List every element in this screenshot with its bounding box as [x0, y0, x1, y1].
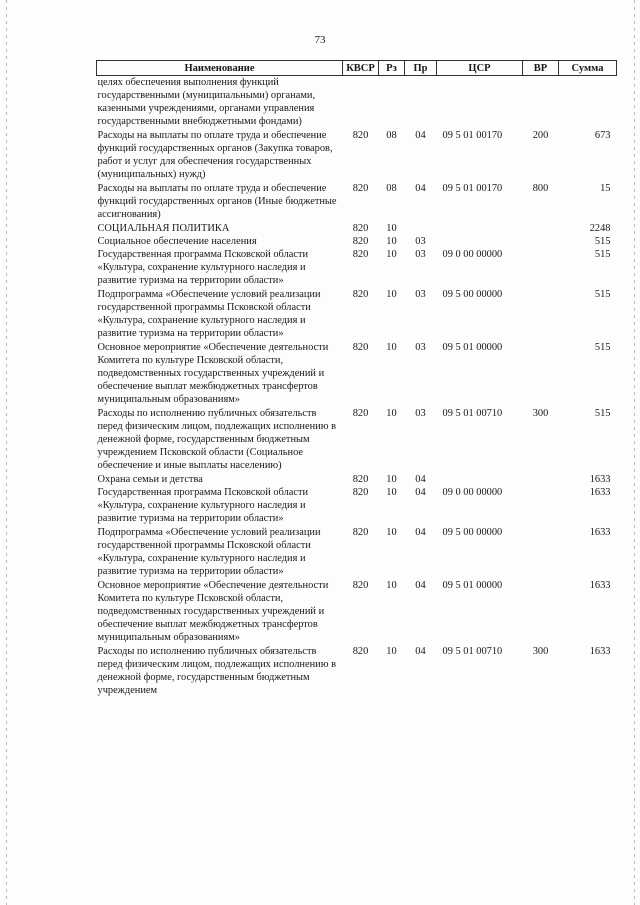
table-row	[97, 128, 617, 181]
cell-rz: 10	[386, 408, 397, 419]
cell-name: Подпрограмма «Обеспечение условий реализации государственной программы Псковской области «Культура, сохранение культурного наследия и развитие туризма на территории области»	[97, 289, 321, 339]
cell-pr: 03	[415, 408, 426, 419]
cell-kvsr	[343, 76, 379, 129]
cell-csr: 09 5 01 00170	[442, 183, 503, 194]
cell-name: СОЦИАЛЬНАЯ ПОЛИТИКА	[97, 223, 230, 234]
cell-name: Расходы на выплаты по оплате труда и обеспечение функций государственных органов (Иные бюджетные ассигнования)	[97, 183, 337, 220]
cell-csr: 09 5 01 00000	[442, 342, 503, 353]
cell-sum: 515	[594, 236, 611, 247]
cell-sum: 1633	[589, 646, 611, 657]
cell-rz: 10	[386, 487, 397, 498]
cell-sum: 515	[594, 249, 611, 260]
header-vr: ВР	[523, 61, 559, 76]
cell-pr: 04	[415, 474, 426, 485]
cell-csr: 09 5 01 00170	[442, 130, 503, 141]
budget-table	[96, 60, 617, 697]
cell-vr	[523, 248, 559, 287]
cell-name: Государственная программа Псковской области «Культура, сохранение культурного наследия и развитие туризма на территории области»	[97, 487, 309, 524]
cell-rz: 10	[386, 527, 397, 538]
cell-kvsr: 820	[352, 527, 369, 538]
cell-rz: 08	[386, 130, 397, 141]
cell-csr	[437, 472, 523, 486]
table-row	[97, 221, 617, 235]
cell-rz: 10	[386, 289, 397, 300]
cell-kvsr: 820	[352, 646, 369, 657]
cell-vr	[523, 221, 559, 235]
cell-rz: 10	[386, 342, 397, 353]
cell-csr: 09 5 01 00000	[442, 580, 503, 591]
cell-csr: 09 5 00 00000	[442, 289, 503, 300]
cell-kvsr: 820	[352, 289, 369, 300]
cell-sum: 515	[594, 408, 611, 419]
table-row	[97, 181, 617, 221]
cell-kvsr: 820	[352, 130, 369, 141]
cell-pr: 04	[415, 130, 426, 141]
cell-sum: 2248	[589, 223, 611, 234]
cell-pr: 03	[415, 289, 426, 300]
table-header-row	[97, 61, 617, 76]
cell-pr	[405, 221, 437, 235]
cell-vr	[523, 472, 559, 486]
cell-sum: 1633	[589, 474, 611, 485]
cell-rz: 10	[386, 646, 397, 657]
cell-vr: 800	[532, 183, 549, 194]
cell-sum: 1633	[589, 487, 611, 498]
cell-rz: 10	[386, 236, 397, 247]
table-row	[97, 287, 617, 340]
cell-rz: 08	[386, 183, 397, 194]
header-rz: Рз	[379, 61, 405, 76]
cell-kvsr: 820	[352, 236, 369, 247]
cell-name: Охрана семьи и детства	[97, 474, 203, 485]
cell-csr: 09 5 00 00000	[442, 527, 503, 538]
cell-sum: 15	[600, 183, 611, 194]
header-pr: Пр	[405, 61, 437, 76]
table-row	[97, 235, 617, 248]
cell-pr: 03	[415, 342, 426, 353]
table-row	[97, 525, 617, 578]
cell-vr	[523, 525, 559, 578]
cell-vr	[523, 340, 559, 406]
cell-csr	[437, 235, 523, 248]
cell-pr: 04	[415, 646, 426, 657]
cell-name: Основное мероприятие «Обеспечение деятельности Комитета по культуре Псковской области, подведомственных государственных учреждений и обеспечение выплат межбюджетных трансфертов муниципальным образованиям»	[97, 342, 329, 405]
cell-pr: 04	[415, 183, 426, 194]
cell-rz	[379, 76, 405, 129]
cell-name: Расходы по исполнению публичных обязательств перед физическим лицом, подлежащих исполнению в денежной форме, государственным бюджетным учреждением	[97, 646, 336, 696]
cell-name: Расходы на выплаты по оплате труда и обеспечение функций государственных органов (Закупка товаров, работ и услуг для обеспечения государственных (муниципальных) нужд)	[97, 130, 333, 180]
cell-csr: 09 0 00 00000	[442, 487, 503, 498]
cell-kvsr: 820	[352, 183, 369, 194]
scan-edge-left	[6, 0, 7, 905]
cell-kvsr: 820	[352, 474, 369, 485]
cell-csr: 09 0 00 00000	[442, 249, 503, 260]
cell-sum: 1633	[589, 527, 611, 538]
cell-csr: 09 5 01 00710	[442, 408, 503, 419]
header-csr: ЦСР	[437, 61, 523, 76]
cell-sum: 515	[594, 342, 611, 353]
cell-csr	[437, 76, 523, 129]
cell-kvsr: 820	[352, 249, 369, 260]
cell-vr	[523, 235, 559, 248]
cell-vr: 300	[532, 646, 549, 657]
cell-pr: 04	[415, 580, 426, 591]
table-row	[97, 248, 617, 287]
cell-name: Расходы по исполнению публичных обязательств перед физическим лицом, подлежащих исполнению в денежной форме, государственным бюджетным учреждением Псковской области (Социальное обеспечение и иные выплаты населению)	[97, 408, 336, 471]
table-row	[97, 644, 617, 697]
cell-vr	[523, 287, 559, 340]
cell-vr	[523, 578, 559, 644]
cell-vr: 300	[532, 408, 549, 419]
scan-edge-right	[634, 0, 635, 905]
table-row	[97, 486, 617, 525]
cell-vr	[523, 76, 559, 129]
cell-sum: 673	[594, 130, 611, 141]
page-number: 73	[314, 34, 326, 46]
cell-name: Социальное обеспечение населения	[97, 236, 257, 247]
cell-rz: 10	[386, 223, 397, 234]
cell-csr: 09 5 01 00710	[442, 646, 503, 657]
cell-sum	[559, 76, 617, 129]
cell-sum: 1633	[589, 580, 611, 591]
table-row	[97, 340, 617, 406]
cell-kvsr: 820	[352, 580, 369, 591]
cell-vr	[523, 486, 559, 525]
cell-name: Государственная программа Псковской области «Культура, сохранение культурного наследия и развитие туризма на территории области»	[97, 249, 309, 286]
cell-pr: 04	[415, 527, 426, 538]
cell-kvsr: 820	[352, 223, 369, 234]
cell-sum: 515	[594, 289, 611, 300]
cell-name: Подпрограмма «Обеспечение условий реализации государственной программы Псковской области «Культура, сохранение культурного наследия и развитие туризма на территории области»	[97, 527, 321, 577]
cell-rz: 10	[386, 474, 397, 485]
table-row	[97, 472, 617, 486]
cell-vr: 200	[532, 130, 549, 141]
table-row	[97, 406, 617, 472]
table-row	[97, 76, 617, 129]
cell-pr: 03	[415, 236, 426, 247]
header-name: Наименование	[97, 61, 343, 76]
table-body	[97, 76, 617, 698]
cell-pr	[405, 76, 437, 129]
cell-name: целях обеспечения выполнения функций государственными (муниципальными) органами, казенными учреждениями, органами управления государственными внебюджетными фондами)	[97, 77, 316, 127]
cell-csr	[437, 221, 523, 235]
cell-kvsr: 820	[352, 408, 369, 419]
cell-name: Основное мероприятие «Обеспечение деятельности Комитета по культуре Псковской области, подведомственных государственных учреждений и обеспечение выплат межбюджетных трансфертов муниципальным образованиям»	[97, 580, 329, 643]
cell-pr: 04	[415, 487, 426, 498]
cell-kvsr: 820	[352, 342, 369, 353]
cell-rz: 10	[386, 249, 397, 260]
cell-pr: 03	[415, 249, 426, 260]
cell-rz: 10	[386, 580, 397, 591]
header-sum: Сумма	[559, 61, 617, 76]
header-kvsr: КВСР	[343, 61, 379, 76]
table-row	[97, 578, 617, 644]
cell-kvsr: 820	[352, 487, 369, 498]
